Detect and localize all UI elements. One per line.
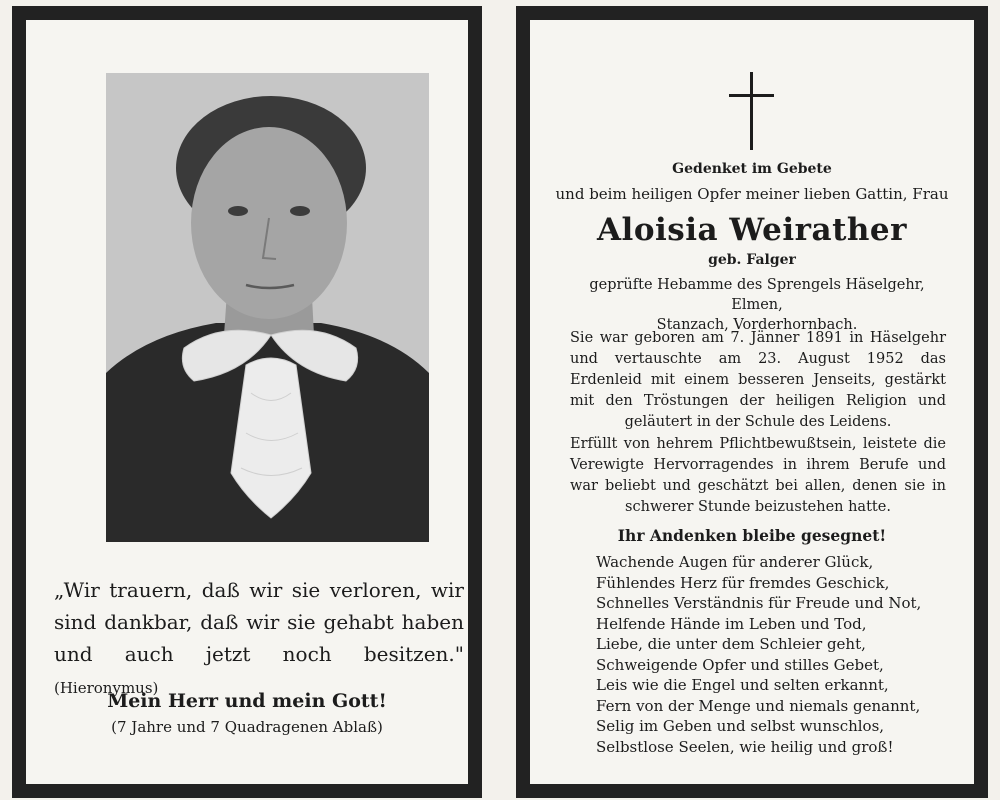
tribute-paragraph: Erfüllt von hehrem Pflichtbewußtsein, leistete die Verewigte Hervorragendes in ihrem Berufe und war beliebt und geschätzt bei allen, denen sie in schwerer Stunde beizustehen hatte.	[570, 436, 946, 515]
card-paper-left	[26, 20, 468, 784]
poem-line: Helfende Hände im Leben und Tod,	[596, 614, 867, 633]
poem	[596, 552, 926, 757]
poem-line: Selbstlose Seelen, wie heilig und groß!	[596, 737, 894, 756]
poem-line: Liebe, die unter dem Schleier geht,	[596, 635, 866, 653]
poem-line: Schweigende Opfer und stilles Gebet,	[596, 655, 884, 674]
quote-text: „Wir trauern, daß wir sie verloren, wir sind dankbar, daß wir sie gehabt haben und auch jetzt noch besitzen."	[54, 578, 464, 666]
maiden-name: geb. Falger	[708, 252, 796, 268]
poem-line: Leis wie die Engel und selten erkannt,	[596, 676, 889, 694]
occupation-line: geprüfte Hebamme des Sprengels Häselgehr, Elmen,	[589, 277, 925, 313]
poem-line: Fühlendes Herz für fremdes Geschick,	[596, 573, 890, 592]
memorial-card-right	[516, 6, 988, 798]
cross-icon	[530, 72, 974, 152]
subheading: und beim heiligen Opfer meiner lieben Gattin, Frau	[555, 185, 949, 203]
poem-line: Schnelles Verständnis für Freude und Not,	[596, 594, 922, 612]
biography-paragraph: Sie war geboren am 7. Jänner 1891 in Häselgehr und vertauschte am 23. August 1952 das Erdenleid mit einem besseren Jenseits, gestärkt mit den Tröstungen der heiligen Religion und geläutert in der Schule des Leidens.	[570, 330, 946, 430]
heading: Gedenket im Gebete	[672, 161, 832, 177]
occupation-line: Stanzach, Vorderhornbach.	[656, 317, 858, 333]
memorial-card-left	[12, 6, 482, 798]
quote-block	[54, 574, 464, 704]
portrait-illustration	[106, 73, 429, 542]
occupation-block	[562, 275, 952, 335]
blessing-line: Ihr Andenken bleibe gesegnet!	[617, 526, 887, 545]
card-paper-right	[530, 20, 974, 784]
quote-attribution: (Hieronymus)	[54, 679, 159, 697]
indulgence-note: (7 Jahre und 7 Quadragenen Ablaß)	[111, 718, 383, 736]
poem-line: Fern von der Menge und niemals genannt,	[596, 696, 921, 715]
poem-line: Selig im Geben und selbst wunschlos,	[596, 717, 885, 735]
portrait-photo	[106, 73, 429, 542]
poem-line: Wachende Augen für anderer Glück,	[596, 553, 874, 571]
prayer-title: Mein Herr und mein Gott!	[107, 690, 387, 712]
deceased-name: Aloisia Weirather	[596, 212, 907, 248]
